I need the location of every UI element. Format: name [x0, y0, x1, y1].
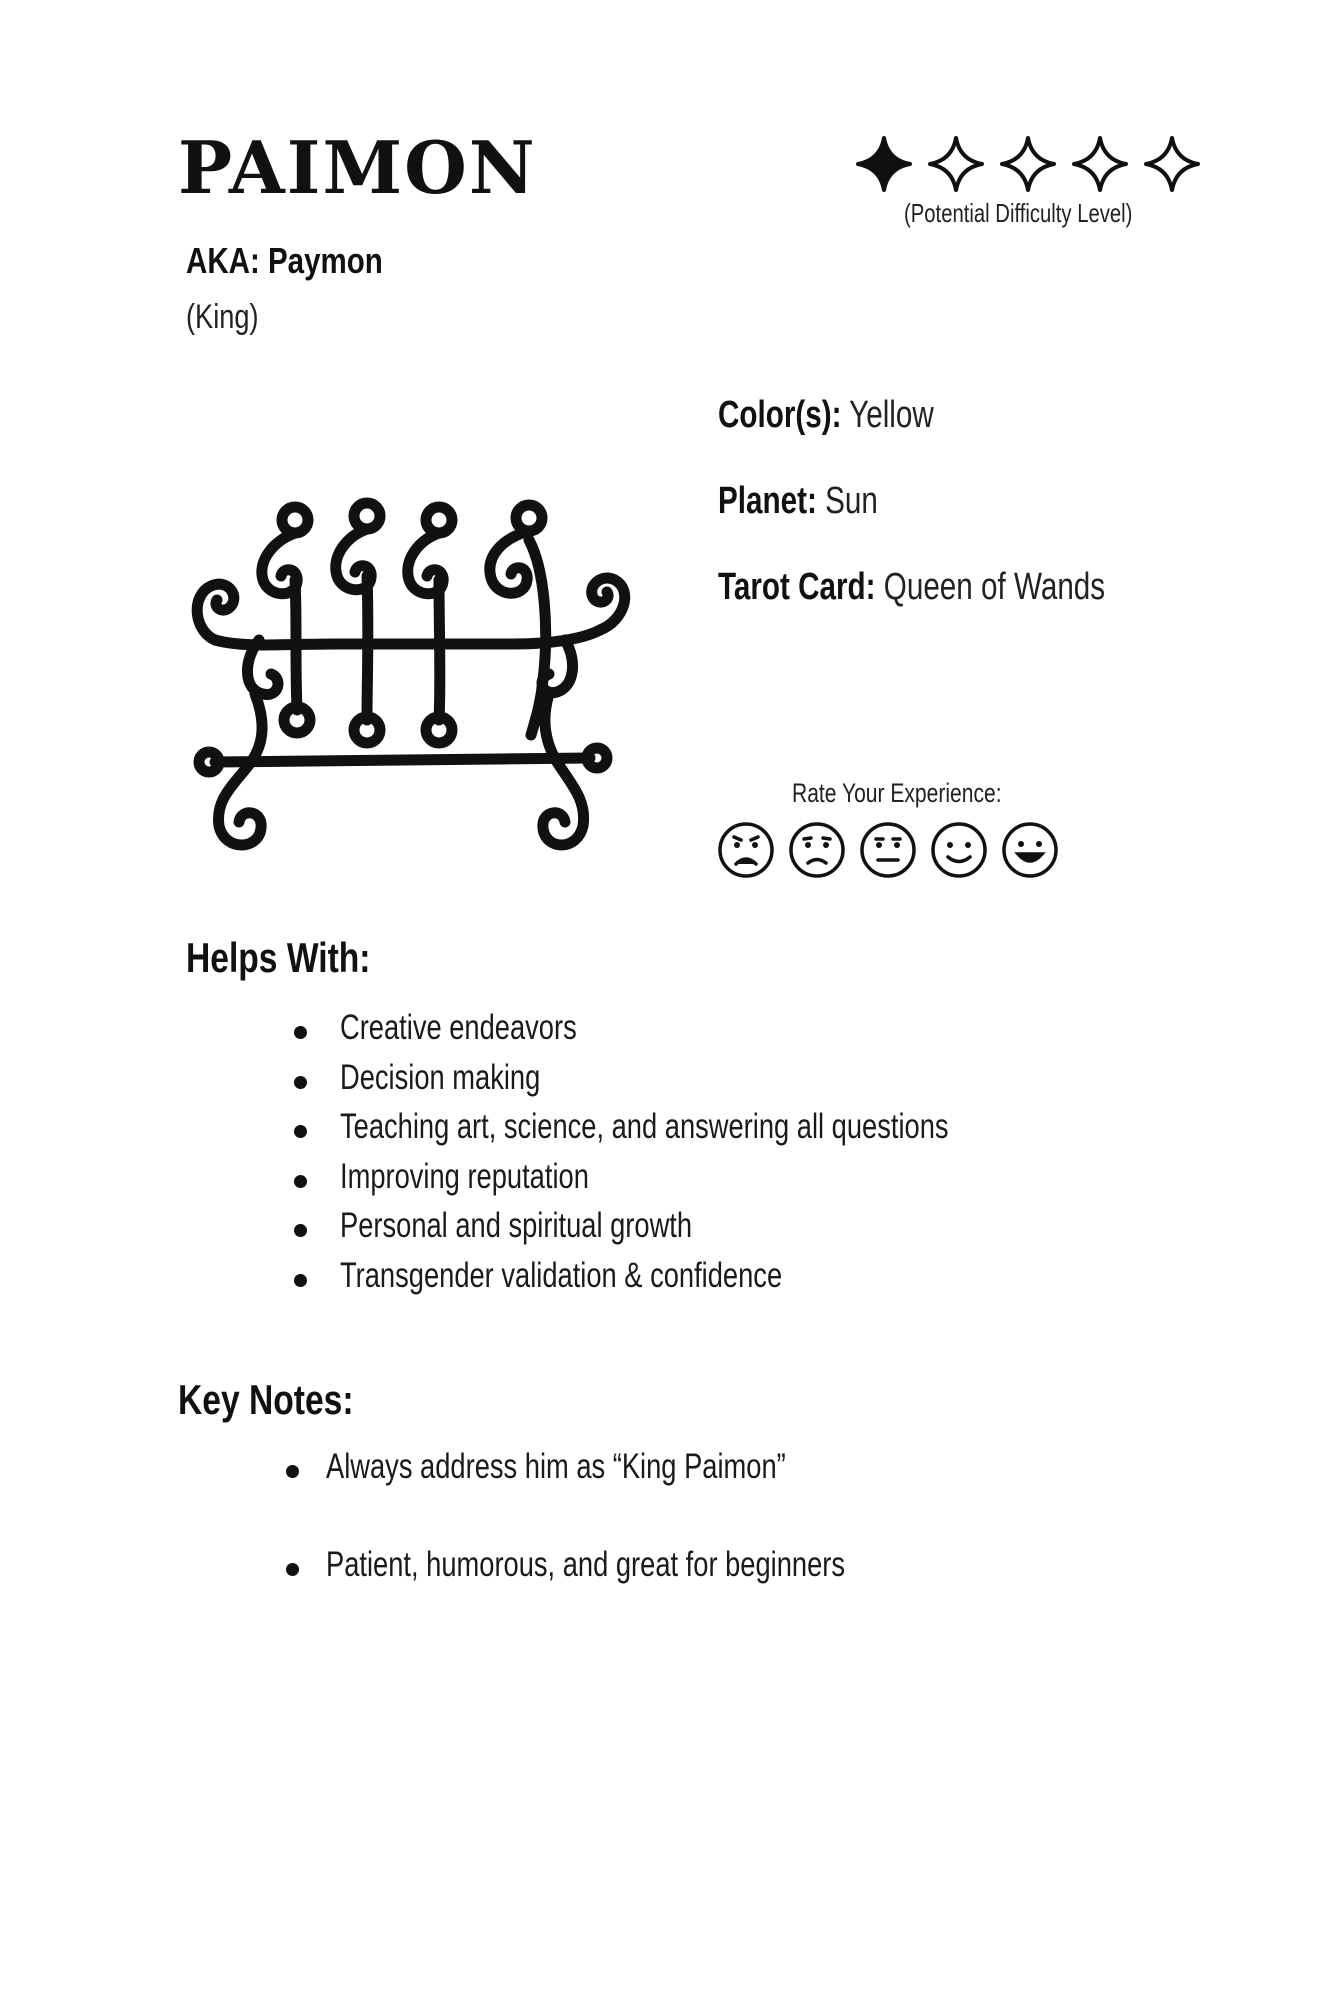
helps-with-list: [294, 1008, 1120, 1305]
rating-faces: [716, 820, 1076, 884]
bullet-icon: [294, 1125, 307, 1138]
tarot-attribute: [718, 566, 1105, 609]
bullet-icon: [286, 1465, 299, 1478]
difficulty-caption: (Potential Difficulty Level): [904, 198, 1133, 228]
very-happy-face-icon[interactable]: [1000, 820, 1060, 880]
tarot-label: Tarot Card:: [718, 566, 876, 608]
planet-label: Planet:: [718, 480, 817, 522]
list-item: Always address him as “King Paimon”: [286, 1447, 991, 1545]
very-sad-face-icon[interactable]: [716, 820, 776, 880]
list-item: Transgender validation & confidence: [294, 1256, 1120, 1306]
list-item: Teaching art, science, and answering all questions: [294, 1107, 1120, 1157]
tarot-value: Queen of Wands: [883, 566, 1106, 608]
planet-value: Sun: [825, 480, 878, 522]
bullet-icon: [294, 1224, 307, 1237]
happy-face-icon[interactable]: [929, 820, 989, 880]
helps-with-heading: Helps With:: [186, 934, 371, 981]
bullet-icon: [294, 1026, 307, 1039]
difficulty-stars: [852, 134, 1202, 194]
rating-label: Rate Your Experience:: [792, 778, 1002, 808]
color-attribute: [718, 394, 934, 437]
star-icon-3: [1002, 138, 1054, 190]
list-item: Decision making: [294, 1058, 1120, 1108]
page-title: PAIMON: [178, 125, 537, 210]
star-icon-2: [930, 138, 982, 190]
aka-name: AKA: Paymon: [186, 240, 383, 281]
star-icon-4: [1074, 138, 1126, 190]
bullet-icon: [294, 1175, 307, 1188]
color-value: Yellow: [849, 394, 934, 436]
star-icon-5: [1146, 138, 1198, 190]
star-icon-1: [858, 138, 910, 190]
bullet-icon: [286, 1563, 299, 1576]
list-item: Personal and spiritual growth: [294, 1206, 1120, 1256]
sigil-icon: [185, 480, 655, 860]
bullet-icon: [294, 1076, 307, 1089]
rank-label: (King): [186, 298, 259, 336]
sad-face-icon[interactable]: [787, 820, 847, 880]
neutral-face-icon[interactable]: [858, 820, 918, 880]
key-notes-list: [286, 1447, 991, 1643]
list-item: Creative endeavors: [294, 1008, 1120, 1058]
list-item: Improving reputation: [294, 1157, 1120, 1207]
bullet-icon: [294, 1274, 307, 1287]
list-item: Patient, humorous, and great for beginners: [286, 1545, 991, 1643]
key-notes-heading: Key Notes:: [178, 1376, 354, 1423]
color-label: Color(s):: [718, 394, 842, 436]
planet-attribute: [718, 480, 878, 523]
